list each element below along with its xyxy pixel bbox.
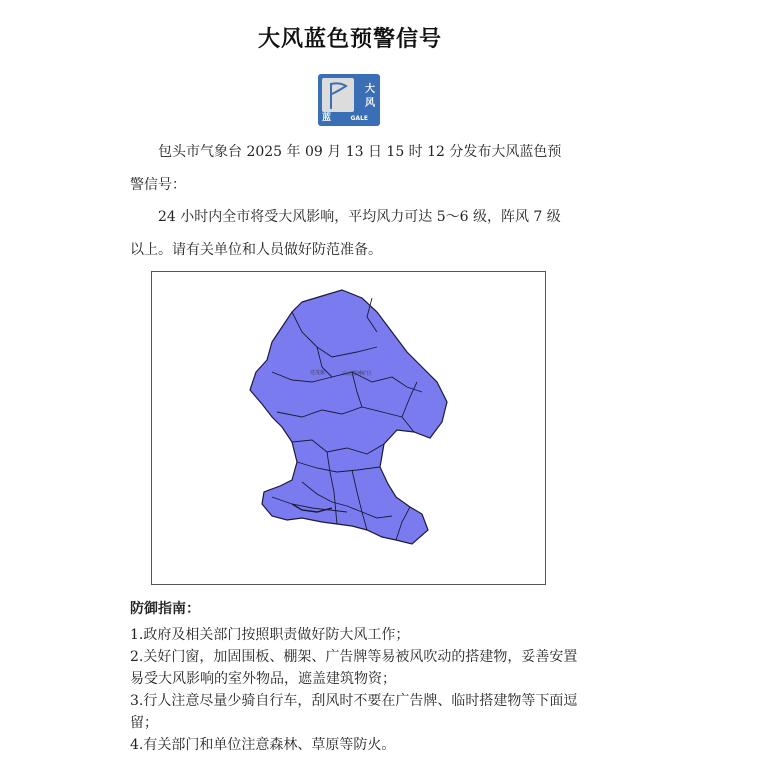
page-title: 大风蓝色预警信号 bbox=[257, 27, 442, 52]
flag-icon bbox=[322, 78, 354, 112]
guide-heading: 防御指南： bbox=[130, 601, 200, 617]
guide-list bbox=[130, 624, 580, 756]
map-region bbox=[250, 290, 447, 544]
map-svg bbox=[152, 272, 547, 586]
map-label-baiyun: 白云鄂博矿区 bbox=[342, 371, 373, 377]
issue-paragraph: 包头市气象台 2025 年 09 月 13 日 15 时 12 分发布大风蓝色预警信号： bbox=[130, 144, 562, 193]
guide-item: 1.政府及相关部门按照职责做好防大风工作； bbox=[130, 627, 410, 643]
guide-item: 4.有关部门和单位注意森林、草原等防火。 bbox=[130, 737, 396, 753]
badge-level-label: 蓝 bbox=[322, 113, 332, 123]
warning-area-map bbox=[151, 271, 546, 585]
badge-char-1: 大 bbox=[365, 84, 375, 95]
gale-blue-warning-badge bbox=[318, 74, 380, 126]
badge-english-label: GALE bbox=[350, 115, 368, 122]
forecast-paragraph: 24 小时内全市将受大风影响，平均风力可达 5～6 级，阵风 7 级以上。请有关单位和人员做好防范准备。 bbox=[130, 209, 561, 258]
guide-item: 2.关好门窗，加固围板、棚架、广告牌等易被风吹动的搭建物，妥善安置易受大风影响的室外物品，遮盖建筑物资； bbox=[130, 649, 578, 687]
map-label-damao: 达茂旗 bbox=[310, 370, 326, 376]
guide-item: 3.行人注意尽量少骑自行车，刮风时不要在广告牌、临时搭建物等下面逗留； bbox=[130, 693, 578, 731]
badge-char-2: 风 bbox=[365, 98, 375, 109]
